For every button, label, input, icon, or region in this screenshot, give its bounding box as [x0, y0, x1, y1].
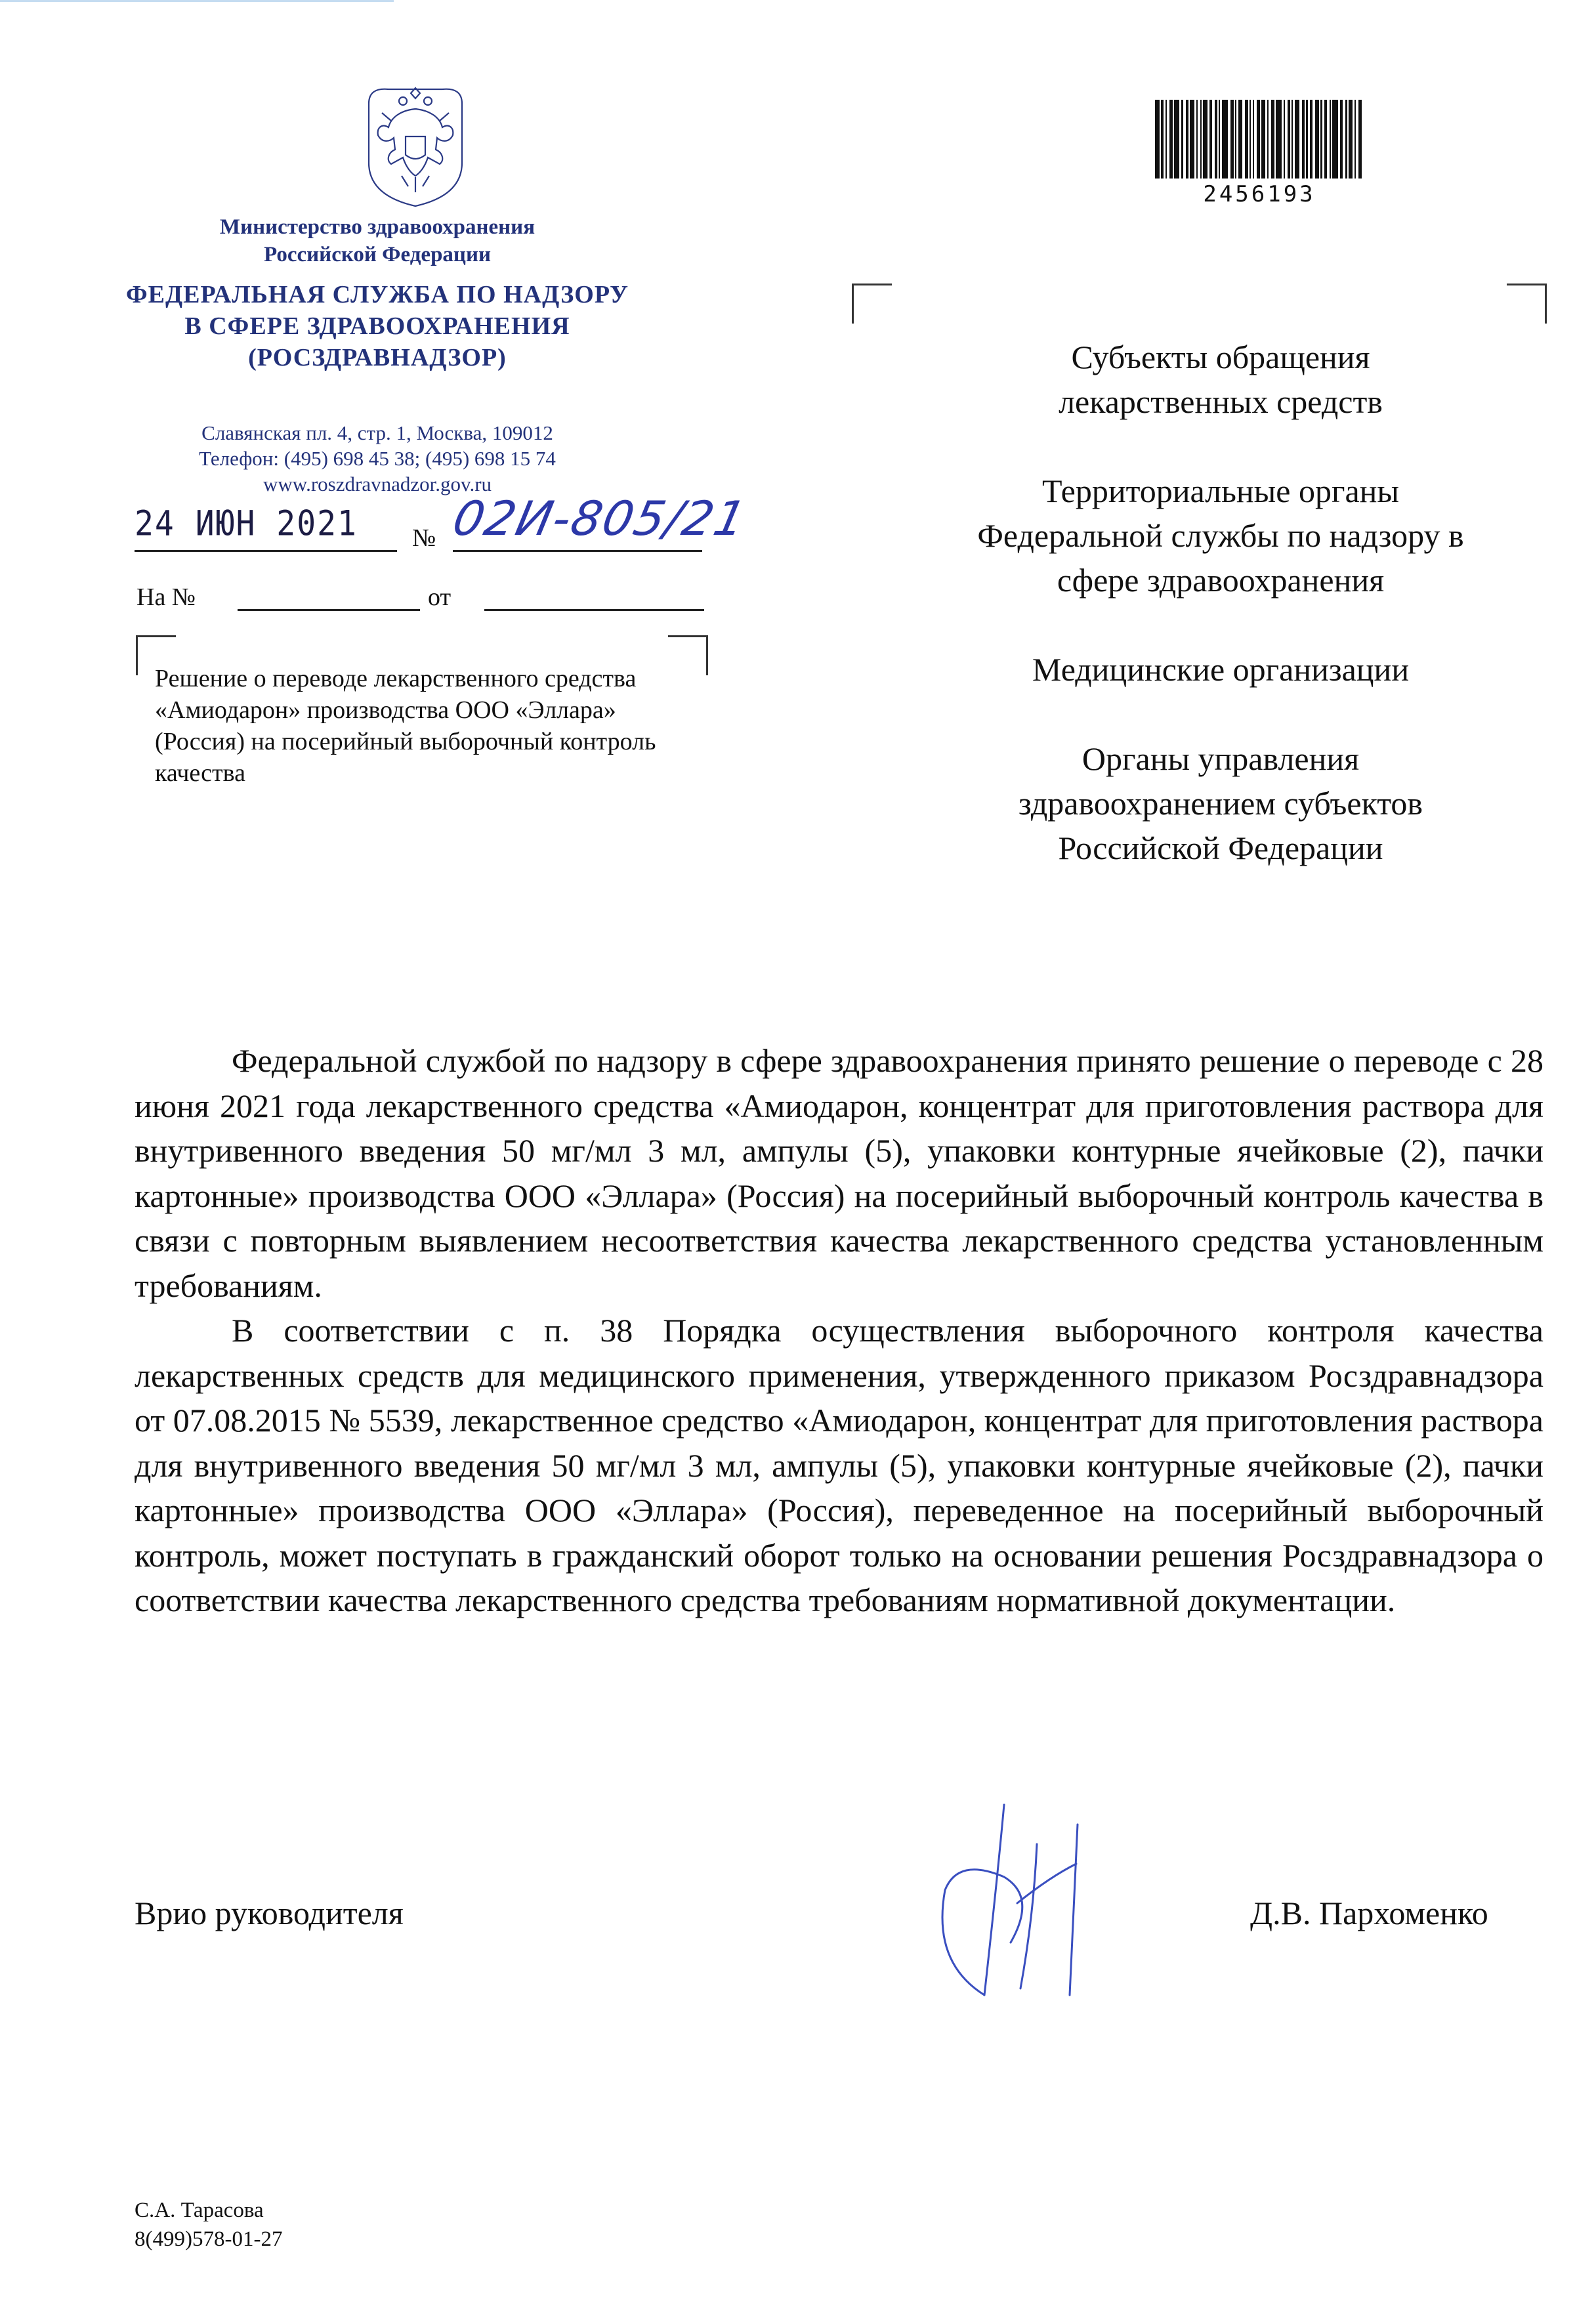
- address-line: Славянская пл. 4, стр. 1, Москва, 109012: [201, 421, 553, 444]
- reply-to-field: [238, 609, 420, 611]
- barcode-bar: [1320, 100, 1322, 179]
- barcode-bar: [1203, 100, 1208, 179]
- signer-title: Врио руководителя: [135, 1895, 404, 1931]
- letter-subject: Решение о переводе лекарственного средства «Амиодарон» производства ООО «Эллара» (Россия) на посерийный выборочный контроль качества: [155, 665, 656, 787]
- barcode-bar: [1253, 100, 1254, 179]
- barcode-bar: [1235, 100, 1236, 179]
- barcode-bar: [1215, 100, 1217, 179]
- barcode-bar: [1238, 100, 1243, 179]
- barcode-bar: [1181, 100, 1183, 179]
- barcode-bar: [1245, 100, 1248, 179]
- barcode-bar: [1219, 100, 1220, 179]
- barcode-bar: [1276, 100, 1282, 179]
- service-name: ФЕДЕРАЛЬНАЯ СЛУЖБА ПО НАДЗОРУ В СФЕРЕ ЗДРАВООХРАНЕНИЯ (РОСЗДРАВНАДЗОР): [126, 281, 629, 371]
- recipients-bracket-right: [1507, 284, 1547, 324]
- body-paragraph: В соответствии с п. 38 Порядка осуществления выборочного контроля качества лекарственных средств для медицинского применения, утвержденного приказом Росздравнадзора от 07.08.2015 № 5539, лекарственное средство «Амиодарон, концентрат для приготовления раствора для внутривенного введения 50 мг/мл 3 мл, ампулы (5), упаковки контурные ячейковые (2), пачки картонные» производства ООО «Эллара» (Россия), переведенное на посерийный выборочный контроль, может поступать в гражданский оборот только на основании решения Росздравнадзора о соответствии качества лекарственного средства требованиям нормативной документации.: [135, 1312, 1544, 1618]
- barcode-bar: [1209, 100, 1212, 179]
- recipient-item: Органы управления здравоохранением субъектов Российской Федерации: [1018, 740, 1423, 866]
- barcode-bar: [1292, 100, 1293, 179]
- from-field: [484, 609, 704, 611]
- recipients-list: [860, 335, 1582, 915]
- executor-name: С.А. Тарасова: [135, 2198, 264, 2222]
- barcode-bar: [1174, 100, 1180, 179]
- barcode-bar: [1161, 100, 1164, 179]
- barcode-bar: [1250, 100, 1251, 179]
- barcode-bar: [1186, 100, 1188, 179]
- barcode-bar: [1358, 100, 1361, 179]
- barcode-bar: [1200, 100, 1202, 179]
- barcode-bar: [1222, 100, 1228, 179]
- letter-body: [135, 1038, 1544, 1623]
- address-block: [125, 420, 630, 497]
- barcode-bar: [1315, 100, 1320, 179]
- barcode-bar: [1190, 100, 1194, 179]
- barcode-bar: [1284, 100, 1285, 179]
- barcode-bar: [1271, 100, 1274, 179]
- barcode-bar: [1340, 100, 1343, 179]
- website-link[interactable]: www.roszdravnadzor.gov.ru: [262, 473, 492, 495]
- barcode: [1155, 100, 1364, 179]
- barcode-bar: [1196, 100, 1198, 179]
- barcode-bar: [1332, 100, 1338, 179]
- recipient-item: Медицинские организации: [1032, 651, 1410, 688]
- recipient-item: Территориальные органы Федеральной службы по надзору в сфере здравоохранения: [977, 473, 1464, 599]
- from-label: от: [428, 583, 452, 611]
- registration-number: 02И-805/21: [448, 491, 752, 546]
- scan-edge-line: [0, 0, 394, 2]
- barcode-bar: [1169, 100, 1172, 179]
- registration-date-stamp: 24 ИЮН 2021: [135, 503, 358, 544]
- coat-of-arms-icon: [362, 84, 469, 209]
- barcode-bar: [1295, 100, 1299, 179]
- barcode-number: 2456193: [1203, 181, 1316, 207]
- barcode-bar: [1310, 100, 1312, 179]
- barcode-bar: [1155, 100, 1160, 179]
- barcode-bar: [1288, 100, 1290, 179]
- barcode-bar: [1230, 100, 1233, 179]
- barcode-bar: [1306, 100, 1307, 179]
- handwritten-signature-icon: [906, 1798, 1102, 2008]
- barcode-bar: [1345, 100, 1347, 179]
- executor-contact: [135, 2196, 282, 2254]
- body-paragraph: Федеральной службой по надзору в сфере здравоохранения принято решение о переводе с 28 июня 2021 года лекарственного средства «Амиодарон, концентрат для приготовления раствора для внутривенного введения 50 мг/мл 3 мл, ампулы (5), упаковки контурные ячейковые (2), пачки картонные» производства ООО «Эллара» (Россия) на посерийный выборочный контроль качества в связи с повторным выявлением несоответствия качества лекарственного средства установленным требованиям.: [135, 1042, 1544, 1304]
- reply-to-label: На №: [136, 583, 196, 611]
- recipients-bracket-left: [852, 284, 892, 324]
- barcode-bar: [1354, 100, 1356, 179]
- barcode-bar: [1324, 100, 1327, 179]
- number-underline: [453, 550, 702, 552]
- ministry-name: Министерство здравоохранения Российской Федерации: [219, 215, 536, 266]
- barcode-bar: [1166, 100, 1167, 179]
- barcode-bar: [1302, 100, 1305, 179]
- barcode-bar: [1261, 100, 1266, 179]
- number-label: №: [412, 524, 436, 552]
- signer-name: Д.В. Пархоменко: [1250, 1895, 1488, 1931]
- executor-phone: 8(499)578-01-27: [135, 2227, 283, 2251]
- barcode-bar: [1267, 100, 1269, 179]
- barcode-bar: [1330, 100, 1331, 179]
- barcode-bar: [1257, 100, 1259, 179]
- phone-line: Телефон: (495) 698 45 38; (495) 698 15 74: [199, 447, 556, 470]
- recipient-item: Субъекты обращения лекарственных средств: [1059, 339, 1383, 420]
- barcode-bar: [1349, 100, 1353, 179]
